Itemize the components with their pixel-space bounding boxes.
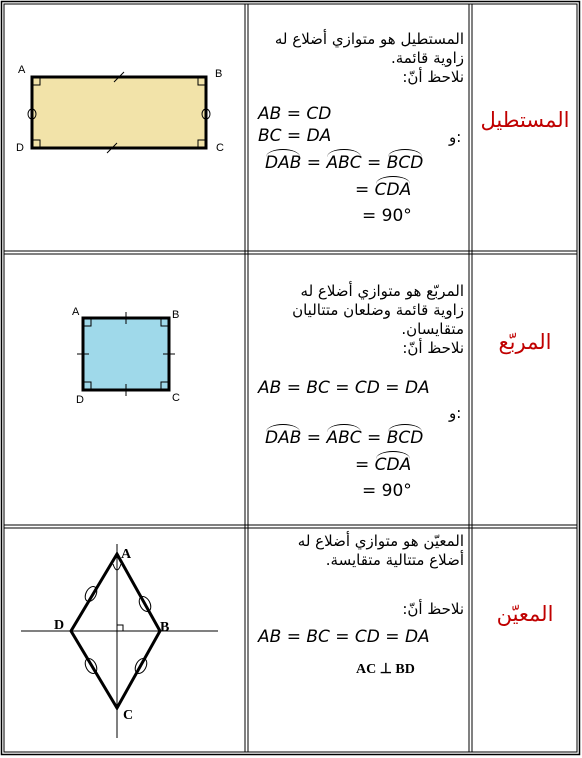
rhombus-definition (252, 532, 464, 570)
and-label: و: (449, 404, 462, 422)
definition-line: أضلاع متتالية متقايسة. (325, 551, 464, 569)
rectangle-row (0, 0, 582, 252)
shape-name: المربّع (498, 330, 552, 354)
vertex-b: B (215, 68, 223, 80)
square-shape (83, 318, 169, 390)
rhombus-figure (15, 542, 240, 742)
note-label: نلاحظ أنّ: (402, 339, 464, 357)
vertex-b: B (160, 620, 170, 635)
vertex-b: B (172, 309, 180, 321)
angle-value: = 90° (362, 481, 412, 501)
vertex-d: D (54, 618, 65, 633)
equality-sides: AB = BC = CD = DA (258, 627, 430, 647)
definition-line: زاوية قائمة. (390, 49, 464, 67)
perpendicular-relation: AC ⊥ BD (356, 662, 415, 677)
vertex-c: C (123, 708, 134, 723)
vertex-a: A (121, 547, 132, 562)
rectangle-figure (10, 55, 240, 165)
definition-line: المعيّن هو متوازي أضلاع له (297, 532, 464, 550)
angle-value: = 90° (362, 206, 412, 226)
shape-name: المستطيل (480, 108, 570, 132)
angle-equality: DAB = ABC = BCD (265, 153, 424, 173)
definition-line: زاوية قائمة وضلعان متتاليان (292, 301, 464, 319)
angle-equality-cont: = CDA (355, 455, 412, 475)
rectangle-definition (252, 30, 464, 87)
rectangle-shape (32, 77, 206, 148)
vertex-d: D (16, 142, 24, 154)
vertex-a: A (18, 64, 26, 76)
note-label: نلاحظ أنّ: (402, 600, 464, 618)
square-definition (252, 282, 464, 358)
and-label: و: (449, 128, 462, 146)
angle-equality: DAB = ABC = BCD (265, 428, 424, 448)
note-label: نلاحظ أنّ: (402, 68, 464, 86)
square-figure (60, 302, 200, 412)
vertex-d: D (76, 394, 84, 406)
vertex-c: C (172, 392, 180, 404)
shape-name: المعيّن (496, 602, 554, 626)
equality-ab-cd: AB = CD (258, 104, 332, 124)
definition-line: متقايسان. (401, 320, 464, 338)
definition-line: المستطيل هو متوازي أضلاع له (274, 30, 464, 48)
vertex-a: A (72, 306, 80, 318)
angle-equality-cont: = CDA (355, 180, 412, 200)
equality-sides: AB = BC = CD = DA (258, 378, 430, 398)
square-row (0, 254, 582, 526)
definition-line: المربّع هو متوازي أضلاع له (300, 282, 464, 300)
equality-bc-da: BC = DA (258, 126, 332, 146)
rhombus-row (0, 528, 582, 754)
vertex-c: C (216, 142, 224, 154)
